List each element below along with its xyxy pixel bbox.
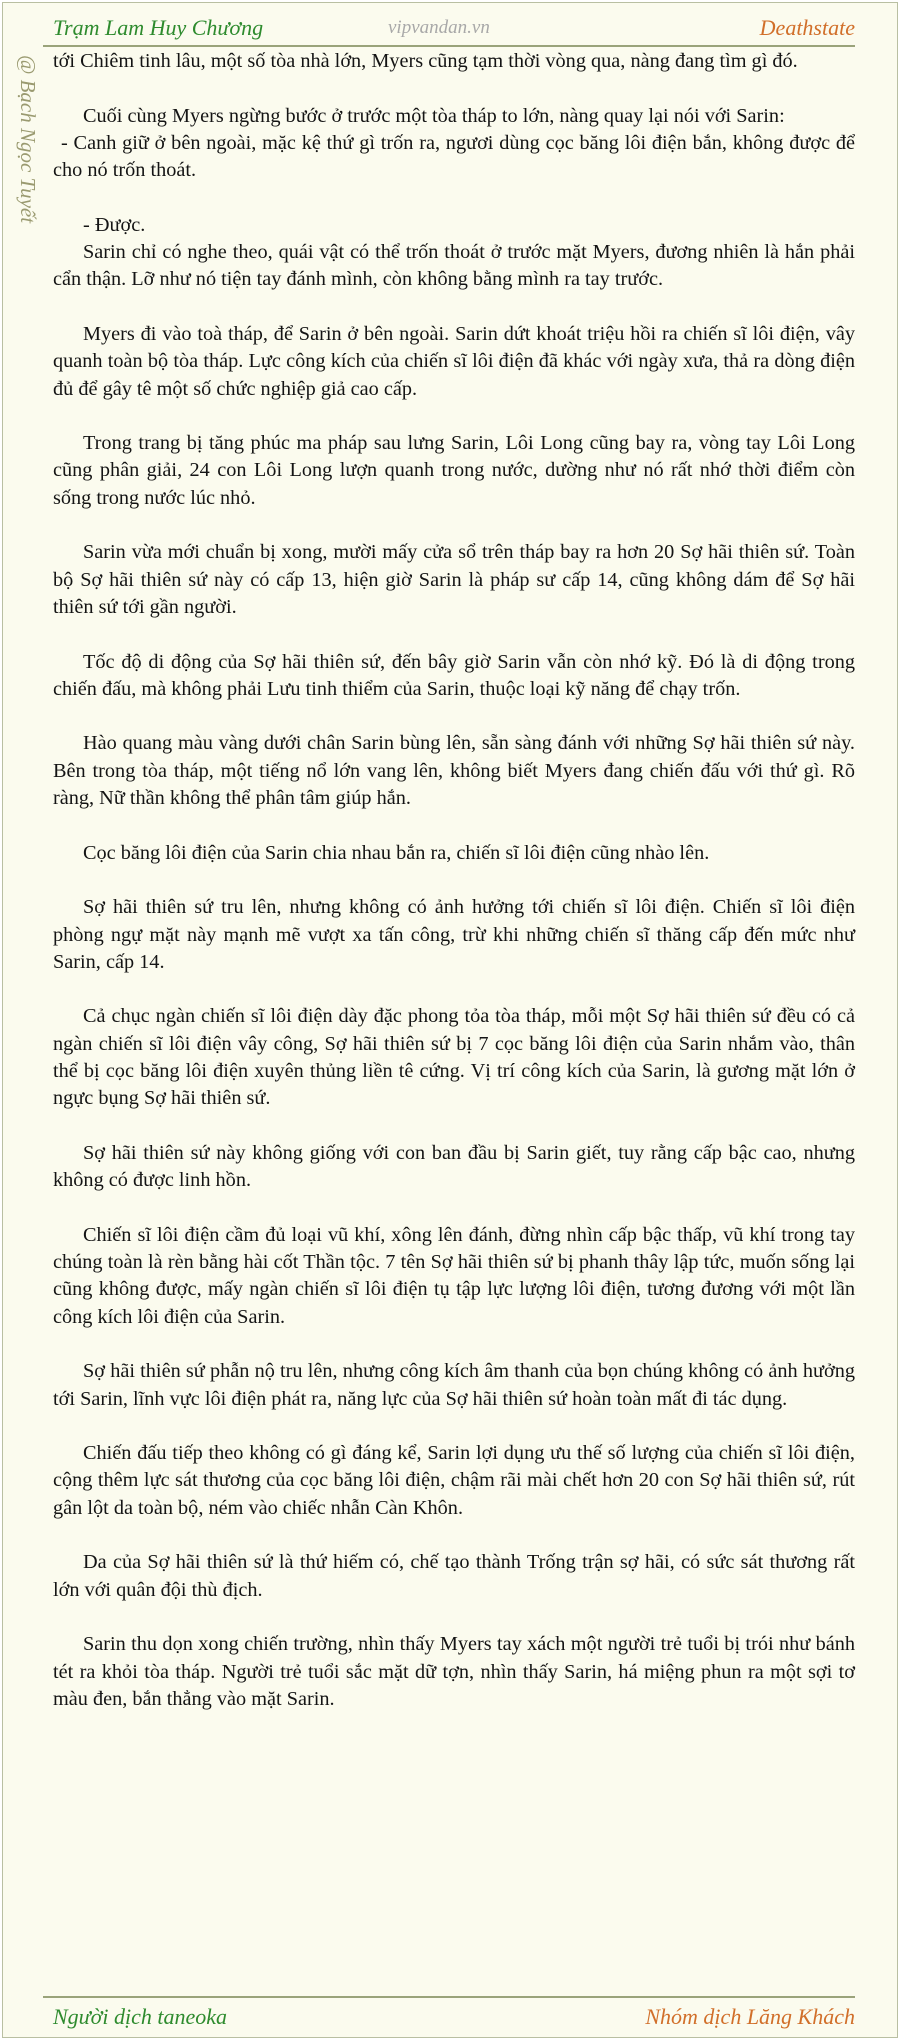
paragraph: Chiến sĩ lôi điện cầm đủ loại vũ khí, xông lên đánh, đừng nhìn cấp bậc thấp, vũ khí trong tay chúng toàn là rèn bằng hài cốt Thần tộc. 7 tên Sợ hãi thiên sứ bị phanh thây lập tức, muốn sống lại cũng không được, mấy ngàn chiến sĩ lôi điện tụ tập lực lượng lôi điện, tương đương với một lần công kích lôi điện của Sarin.	[53, 1223, 855, 1328]
header-site-name: Trạm Lam Huy Chương	[53, 15, 264, 40]
dialogue-line: - Được.	[83, 213, 146, 236]
paragraph: Sarin vừa mới chuẩn bị xong, mười mấy cửa sổ trên tháp bay ra hơn 20 Sợ hãi thiên sứ. Toàn bộ Sợ hãi thiên sứ này có cấp 13, hiện giờ Sarin là pháp sư cấp 14, cũng không dám để Sợ hãi thiên sứ tới gần người.	[53, 541, 855, 618]
header-author: Deathstate	[759, 15, 855, 40]
footer-translator: Người dịch taneoka	[53, 2004, 228, 2029]
paragraph: Sợ hãi thiên sứ tru lên, nhưng không có ảnh hưởng tới chiến sĩ lôi điện. Chiến sĩ lôi điện phòng ngự mặt này mạnh mẽ vượt xa tấn công, trừ khi những chiến sĩ thăng cấp đến mức như Sarin, cấp 14.	[53, 896, 855, 973]
paragraph: Sarin chỉ có nghe theo, quái vật có thể trốn thoát ở trước mặt Myers, đương nhiên là hắn phải cẩn thận. Lỡ như nó tiện tay đánh mình, còn không bằng mình ra tay trước.	[53, 241, 855, 291]
paragraph: Sợ hãi thiên sứ phẫn nộ tru lên, nhưng công kích âm thanh của bọn chúng không có ảnh hưởng tới Sarin, lĩnh vực lôi điện phát ra, năng lực của Sợ hãi thiên sứ hoàn toàn mất đi tác dụng.	[53, 1360, 855, 1410]
paragraph: Trong trang bị tăng phúc ma pháp sau lưng Sarin, Lôi Long cũng bay ra, vòng tay Lôi Long cũng phân giải, 24 con Lôi Long lượn quanh trong nước, dường như nó rất nhớ thời điểm còn sống trong nước lúc nhỏ.	[53, 432, 855, 509]
paragraph: Cọc băng lôi điện của Sarin chia nhau bắn ra, chiến sĩ lôi điện cũng nhào lên.	[83, 841, 710, 864]
paragraph: Cả chục ngàn chiến sĩ lôi điện dày đặc phong tỏa tòa tháp, mỗi một Sợ hãi thiên sứ đều có cả ngàn chiến sĩ lôi điện vây công, Sợ hãi thiên sứ bị 7 cọc băng lôi điện của Sarin nhắm vào, thân thể bị cọc băng lôi điện xuyên thủng liền tê cứng. Vị trí công kích của Sarin, là gương mặt lớn ở ngực bụng Sợ hãi thiên sứ.	[53, 1005, 855, 1110]
page	[2, 2, 898, 2038]
paragraph: Sarin thu dọn xong chiến trường, nhìn thấy Myers tay xách một người trẻ tuổi bị trói như bánh tét ra khỏi tòa tháp. Người trẻ tuổi sắc mặt dữ tợn, nhìn thấy Sarin, há miệng phun ra một sợi tơ màu đen, bắn thẳng vào mặt Sarin.	[53, 1633, 855, 1710]
paragraph: Sợ hãi thiên sứ này không giống với con ban đầu bị Sarin giết, tuy rằng cấp bậc cao, nhưng không có được linh hồn.	[53, 1141, 855, 1192]
paragraph: Tốc độ di động của Sợ hãi thiên sứ, đến bây giờ Sarin vẫn còn nhớ kỹ. Đó là di động trong chiến đấu, mà không phải Lưu tinh thiểm của Sarin, thuộc loại kỹ năng để chạy trốn.	[53, 650, 855, 700]
page-header	[43, 9, 855, 47]
footer-translation-group: Nhóm dịch Lăng Khách	[645, 2004, 855, 2029]
header-website-link[interactable]: vipvandan.vn	[388, 17, 490, 38]
paragraph: Cuối cùng Myers ngừng bước ở trước một tòa tháp to lớn, nàng quay lại nói với Sarin:	[83, 104, 785, 127]
page-footer	[43, 1996, 855, 2036]
sidebar-credit: @ Bạch Ngọc Tuyết	[16, 55, 40, 224]
chapter-body	[53, 48, 855, 1740]
dialogue-line: - Canh giữ ở bên ngoài, mặc kệ thứ gì trốn ra, ngươi dùng cọc băng lôi điện bắn, không được để cho nó trốn thoát.	[53, 131, 855, 182]
paragraph: Da của Sợ hãi thiên sứ là thứ hiếm có, chế tạo thành Trống trận sợ hãi, có sức sát thương rất lớn với quân đội thù địch.	[53, 1551, 855, 1601]
paragraph: Hào quang màu vàng dưới chân Sarin bùng lên, sẵn sàng đánh với những Sợ hãi thiên sứ này. Bên trong tòa tháp, một tiếng nổ lớn vang lên, không biết Myers đang chiến đấu với thứ gì. Rõ ràng, Nữ thần không thể phân tâm giúp hắn.	[53, 732, 855, 810]
paragraph: Chiến đấu tiếp theo không có gì đáng kể, Sarin lợi dụng ưu thế số lượng của chiến sĩ lôi điện, cộng thêm lực sát thương của cọc băng lôi điện, chậm rãi mài chết hơn 20 con Sợ hãi thiên sứ, rút gân lột da toàn bộ, ném vào chiếc nhẫn Càn Khôn.	[53, 1442, 855, 1519]
paragraph: Myers đi vào toà tháp, để Sarin ở bên ngoài. Sarin dứt khoát triệu hồi ra chiến sĩ lôi điện, vây quanh toàn bộ tòa tháp. Lực công kích của chiến sĩ lôi điện đã khác với ngày xưa, thả ra dòng điện đủ để gây tê một số chức nghiệp giả cao cấp.	[53, 322, 855, 400]
paragraph: tới Chiêm tinh lâu, một số tòa nhà lớn, Myers cũng tạm thời vòng qua, nàng đang tìm gì đó.	[53, 50, 798, 72]
